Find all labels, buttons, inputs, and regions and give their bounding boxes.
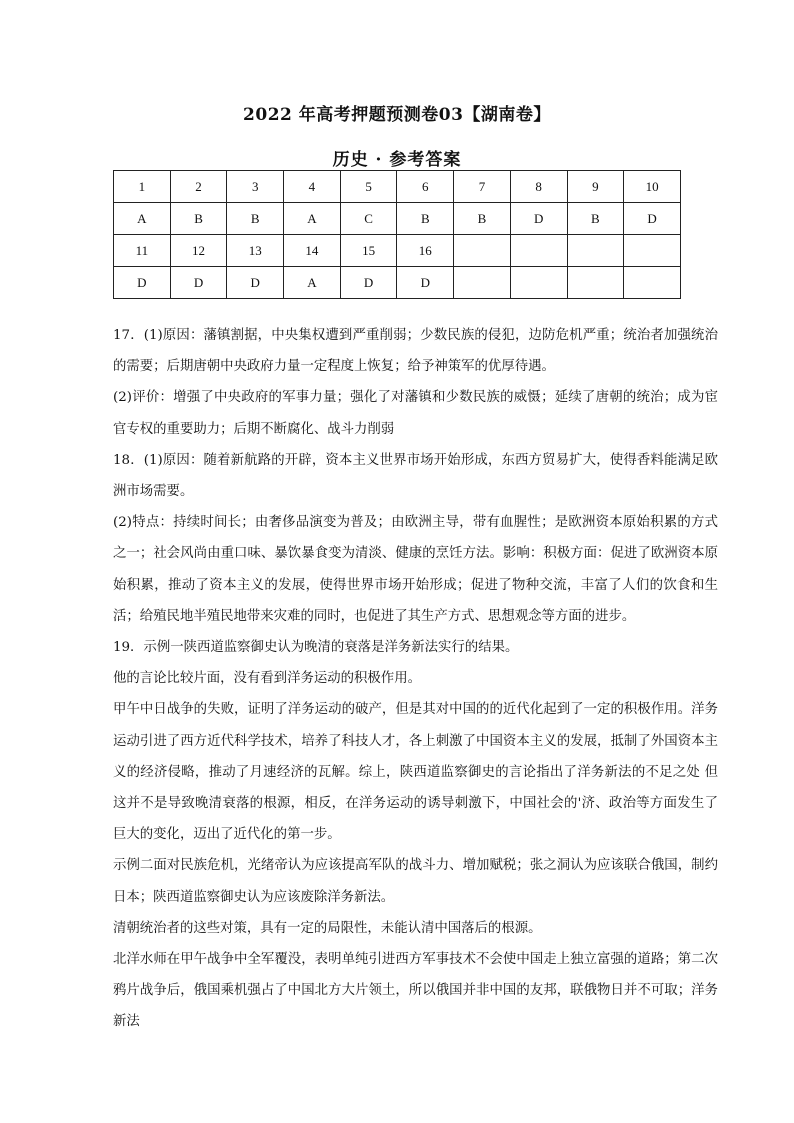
answer-paragraph: (2)特点：持续时间长；由奢侈品演变为普及；由欧洲主导，带有血腥性；是欧洲资本原始积累的方式之一；社会风尚由重口味、暴饮暴食变为清淡、健康的烹饪方法。影响：积极方面：促进了欧洲资本原始积累，推动了资本主义的发展，使得世界市场开始形成；促进了物种交流，丰富了人们的饮食和生活；给殖民地半殖民地带来灾难的同时，也促进了其生产方式、思想观念等方面的进步。 <box>113 515 718 624</box>
question-number-cell: 5 <box>340 171 397 203</box>
question-number-cell <box>567 235 624 267</box>
answer-paragraph: 他的言论比较片面，没有看到洋务运动的积极作用。 <box>113 671 421 687</box>
answer-paragraph: 北洋水师在甲午战争中全军覆没，表明单纯引进西方军事技术不会使中国走上独立富强的道路；第二次鸦片战争后，俄国乘机强占了中国北方大片领土，所以俄国并非中国的友邦，联俄物日并不可取；洋务新法 <box>113 952 718 1030</box>
answer-cell <box>454 267 511 299</box>
answer-cell: B <box>397 203 454 235</box>
page-subtitle: 历史 · 参考答案 <box>332 150 462 170</box>
question-number-cell: 1 <box>114 171 171 203</box>
answer-cell: D <box>227 267 284 299</box>
answer-paragraph: 清朝统治者的这些对策，具有一定的局限性，未能认清中国落后的根源。 <box>113 920 542 936</box>
answer-cell: C <box>340 203 397 235</box>
question-number-cell: 3 <box>227 171 284 203</box>
answer-table-row <box>114 203 681 235</box>
question-number-cell: 14 <box>284 235 341 267</box>
answer-paragraph: 17．(1)原因：藩镇割据，中央集权遭到严重削弱；少数民族的侵犯，边防危机严重；统治者加强统治的需要；后期唐朝中央政府力量一定程度上恢复；给予神策军的优厚待遇。 <box>113 328 718 375</box>
answer-paragraph: (2)评价：增强了中央政府的军事力量；强化了对藩镇和少数民族的威慑；延续了唐朝的统治；成为宦官专权的重要助力；后期不断腐化、战斗力削弱 <box>113 390 718 437</box>
answer-paragraph: 18．(1)原因：随着新航路的开辟，资本主义世界市场开始形成，东西方贸易扩大，使得香料能满足欧洲市场需要。 <box>113 452 718 500</box>
answer-cell: B <box>454 203 511 235</box>
answer-cell <box>624 267 681 299</box>
answer-cell: B <box>227 203 284 235</box>
question-number-cell: 8 <box>510 171 567 203</box>
question-number-cell: 7 <box>454 171 511 203</box>
answer-paragraph: 示例二面对民族危机，光绪帝认为应该提高军队的战斗力、增加赋税；张之洞认为应该联合俄国，制约日本；陕西道监察御史认为应该废除洋务新法。 <box>113 858 718 905</box>
answer-paragraph: 甲午中日战争的失败，证明了洋务运动的破产，但是其对中国的的近代化起到了一定的积极作用。洋务运动引进了西方近代科学技术，培养了科技人才，各上刺激了中国资本主义的发展，抵制了外国资本主义的经济侵略，推动了月速经济的瓦解。综上，陕西道监察御史的言论指出了洋务新法的不足之处 但这并不是导致晚清衰落的根源，相反，在洋务运动的诱导刺激下，中国社会的'济、政治等方面发生了巨大的变化，迈出了近代化的第一步。 <box>113 702 718 843</box>
question-number-cell: 10 <box>624 171 681 203</box>
question-number-cell: 9 <box>567 171 624 203</box>
page-title: 2022 年高考押题预测卷03【湖南卷】 <box>243 105 551 125</box>
answer-paragraph: 19．示例一陕西道监察御史认为晚清的衰落是洋务新法实行的结果。 <box>113 640 519 656</box>
answer-cell: D <box>397 267 454 299</box>
question-number-cell <box>624 235 681 267</box>
question-number-cell: 11 <box>114 235 171 267</box>
answer-cell: A <box>284 203 341 235</box>
answer-cell: B <box>170 203 227 235</box>
answer-cell: D <box>114 267 171 299</box>
answer-cell: B <box>567 203 624 235</box>
question-number-cell <box>454 235 511 267</box>
question-number-cell: 16 <box>397 235 454 267</box>
question-number-cell: 15 <box>340 235 397 267</box>
answer-cell: D <box>510 203 567 235</box>
answer-table-row <box>114 235 681 267</box>
question-number-cell <box>510 235 567 267</box>
answer-body <box>113 320 718 1038</box>
answer-table <box>113 170 681 299</box>
answer-cell: D <box>170 267 227 299</box>
answer-cell: D <box>624 203 681 235</box>
answer-table-row <box>114 171 681 203</box>
answer-cell <box>510 267 567 299</box>
question-number-cell: 12 <box>170 235 227 267</box>
answer-cell <box>567 267 624 299</box>
question-number-cell: 2 <box>170 171 227 203</box>
answer-cell: A <box>284 267 341 299</box>
answer-cell: A <box>114 203 171 235</box>
question-number-cell: 4 <box>284 171 341 203</box>
question-number-cell: 6 <box>397 171 454 203</box>
answer-table-row <box>114 267 681 299</box>
question-number-cell: 13 <box>227 235 284 267</box>
answer-cell: D <box>340 267 397 299</box>
